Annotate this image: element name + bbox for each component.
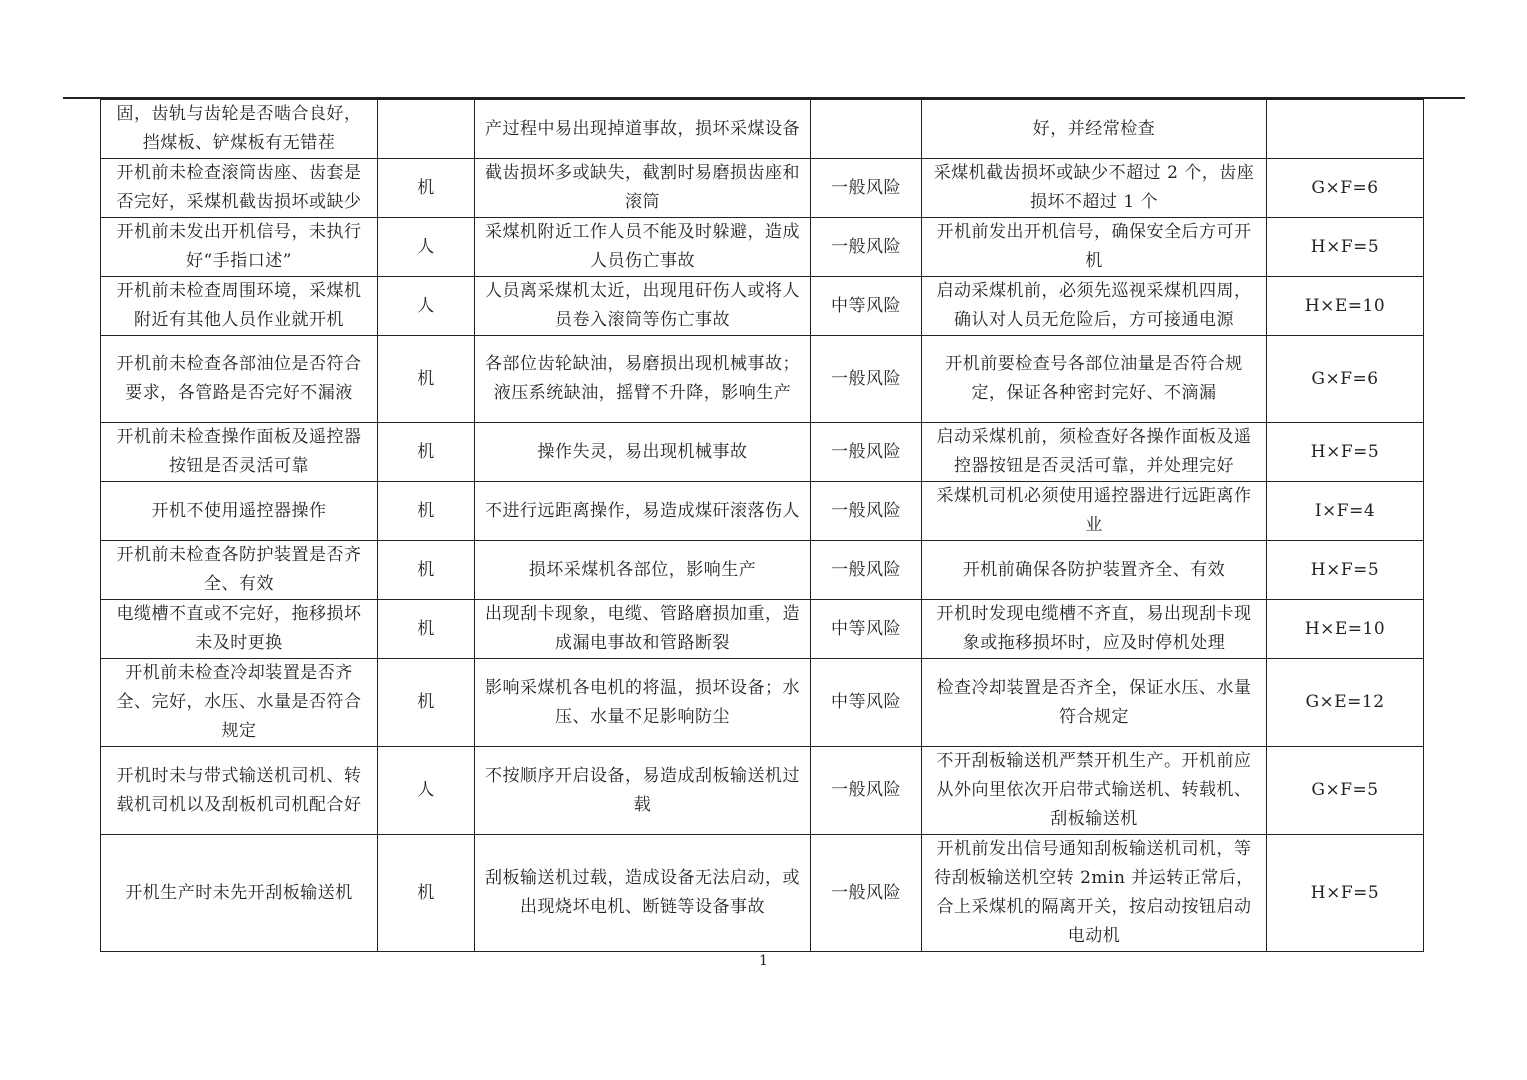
control-measure-cell: 采煤机截齿损坏或缺少不超过 2 个，齿座损坏不超过 1 个 bbox=[922, 159, 1267, 218]
risk-value-cell: H×F=5 bbox=[1267, 218, 1424, 277]
table-row bbox=[101, 541, 1424, 600]
type-cell: 机 bbox=[378, 541, 475, 600]
hazard-cell: 开机前未检查周围环境，采煤机附近有其他人员作业就开机 bbox=[101, 277, 378, 336]
consequence-cell: 不按顺序开启设备，易造成刮板输送机过载 bbox=[475, 747, 811, 835]
hazard-cell: 开机前未检查操作面板及遥控器按钮是否灵活可靠 bbox=[101, 423, 378, 482]
hazard-cell: 开机前未检查冷却装置是否齐全、完好，水压、水量是否符合规定 bbox=[101, 659, 378, 747]
table-row bbox=[101, 747, 1424, 835]
risk-level-cell: 中等风险 bbox=[811, 659, 922, 747]
control-measure-cell: 启动采煤机前，须检查好各操作面板及遥控器按钮是否灵活可靠，并处理完好 bbox=[922, 423, 1267, 482]
risk-table bbox=[100, 99, 1424, 952]
control-measure-cell: 开机前确保各防护装置齐全、有效 bbox=[922, 541, 1267, 600]
risk-level-cell bbox=[811, 100, 922, 159]
consequence-cell: 出现刮卡现象，电缆、管路磨损加重，造成漏电事故和管路断裂 bbox=[475, 600, 811, 659]
consequence-cell: 采煤机附近工作人员不能及时躲避，造成人员伤亡事故 bbox=[475, 218, 811, 277]
consequence-cell: 产过程中易出现掉道事故，损坏采煤设备 bbox=[475, 100, 811, 159]
risk-level-cell: 一般风险 bbox=[811, 482, 922, 541]
risk-level-cell: 一般风险 bbox=[811, 423, 922, 482]
type-cell: 人 bbox=[378, 747, 475, 835]
hazard-cell: 开机生产时未先开刮板输送机 bbox=[101, 835, 378, 952]
type-cell: 机 bbox=[378, 423, 475, 482]
risk-value-cell bbox=[1267, 100, 1424, 159]
hazard-cell: 固，齿轨与齿轮是否啮合良好，挡煤板、铲煤板有无错茬 bbox=[101, 100, 378, 159]
risk-level-cell: 中等风险 bbox=[811, 600, 922, 659]
risk-value-cell: H×E=10 bbox=[1267, 277, 1424, 336]
risk-value-cell: H×F=5 bbox=[1267, 423, 1424, 482]
type-cell bbox=[378, 100, 475, 159]
risk-level-cell: 一般风险 bbox=[811, 159, 922, 218]
hazard-cell: 开机前未发出开机信号，未执行好“手指口述” bbox=[101, 218, 378, 277]
risk-value-cell: G×E=12 bbox=[1267, 659, 1424, 747]
table-row bbox=[101, 600, 1424, 659]
control-measure-cell: 开机前发出开机信号，确保安全后方可开机 bbox=[922, 218, 1267, 277]
risk-value-cell: H×F=5 bbox=[1267, 835, 1424, 952]
type-cell: 机 bbox=[378, 600, 475, 659]
risk-value-cell: H×E=10 bbox=[1267, 600, 1424, 659]
hazard-cell: 开机时未与带式输送机司机、转载机司机以及刮板机司机配合好 bbox=[101, 747, 378, 835]
risk-value-cell: G×F=6 bbox=[1267, 159, 1424, 218]
type-cell: 机 bbox=[378, 482, 475, 541]
risk-level-cell: 一般风险 bbox=[811, 541, 922, 600]
table-row bbox=[101, 423, 1424, 482]
risk-value-cell: G×F=5 bbox=[1267, 747, 1424, 835]
hazard-cell: 开机前未检查各防护装置是否齐全、有效 bbox=[101, 541, 378, 600]
type-cell: 机 bbox=[378, 159, 475, 218]
page-number: 1 bbox=[759, 953, 768, 969]
table-row bbox=[101, 159, 1424, 218]
consequence-cell: 各部位齿轮缺油，易磨损出现机械事故；液压系统缺油，摇臂不升降，影响生产 bbox=[475, 336, 811, 423]
hazard-cell: 开机前未检查各部油位是否符合要求，各管路是否完好不漏液 bbox=[101, 336, 378, 423]
control-measure-cell: 开机前发出信号通知刮板输送机司机，等待刮板输送机空转 2min 并运转正常后，合上采煤机的隔离开关，按启动按钮启动电动机 bbox=[922, 835, 1267, 952]
table-row bbox=[101, 277, 1424, 336]
risk-level-cell: 中等风险 bbox=[811, 277, 922, 336]
type-cell: 机 bbox=[378, 336, 475, 423]
hazard-cell: 开机不使用遥控器操作 bbox=[101, 482, 378, 541]
type-cell: 人 bbox=[378, 218, 475, 277]
hazard-cell: 开机前未检查滚筒齿座、齿套是否完好，采煤机截齿损坏或缺少 bbox=[101, 159, 378, 218]
control-measure-cell: 检查冷却装置是否齐全，保证水压、水量符合规定 bbox=[922, 659, 1267, 747]
table-row bbox=[101, 218, 1424, 277]
table-row bbox=[101, 482, 1424, 541]
type-cell: 机 bbox=[378, 835, 475, 952]
control-measure-cell: 采煤机司机必须使用遥控器进行远距离作业 bbox=[922, 482, 1267, 541]
risk-value-cell: G×F=6 bbox=[1267, 336, 1424, 423]
risk-value-cell: I×F=4 bbox=[1267, 482, 1424, 541]
risk-level-cell: 一般风险 bbox=[811, 835, 922, 952]
risk-value-cell: H×F=5 bbox=[1267, 541, 1424, 600]
consequence-cell: 截齿损坏多或缺失，截割时易磨损齿座和滚筒 bbox=[475, 159, 811, 218]
control-measure-cell: 启动采煤机前，必须先巡视采煤机四周，确认对人员无危险后，方可接通电源 bbox=[922, 277, 1267, 336]
table-row bbox=[101, 100, 1424, 159]
consequence-cell: 影响采煤机各电机的将温，损坏设备；水压、水量不足影响防尘 bbox=[475, 659, 811, 747]
consequence-cell: 刮板输送机过载，造成设备无法启动，或出现烧坏电机、断链等设备事故 bbox=[475, 835, 811, 952]
control-measure-cell: 不开刮板输送机严禁开机生产。开机前应从外向里依次开启带式输送机、转载机、刮板输送机 bbox=[922, 747, 1267, 835]
consequence-cell: 不进行远距离操作，易造成煤矸滚落伤人 bbox=[475, 482, 811, 541]
consequence-cell: 操作失灵，易出现机械事故 bbox=[475, 423, 811, 482]
risk-level-cell: 一般风险 bbox=[811, 747, 922, 835]
type-cell: 人 bbox=[378, 277, 475, 336]
control-measure-cell: 开机前要检查号各部位油量是否符合规定，保证各种密封完好、不滴漏 bbox=[922, 336, 1267, 423]
consequence-cell: 损坏采煤机各部位，影响生产 bbox=[475, 541, 811, 600]
risk-level-cell: 一般风险 bbox=[811, 336, 922, 423]
risk-level-cell: 一般风险 bbox=[811, 218, 922, 277]
type-cell: 机 bbox=[378, 659, 475, 747]
hazard-cell: 电缆槽不直或不完好，拖移损坏未及时更换 bbox=[101, 600, 378, 659]
control-measure-cell: 好，并经常检查 bbox=[922, 100, 1267, 159]
table-row bbox=[101, 659, 1424, 747]
table-row bbox=[101, 835, 1424, 952]
control-measure-cell: 开机时发现电缆槽不齐直，易出现刮卡现象或拖移损坏时，应及时停机处理 bbox=[922, 600, 1267, 659]
table-row bbox=[101, 336, 1424, 423]
consequence-cell: 人员离采煤机太近，出现甩矸伤人或将人员卷入滚筒等伤亡事故 bbox=[475, 277, 811, 336]
